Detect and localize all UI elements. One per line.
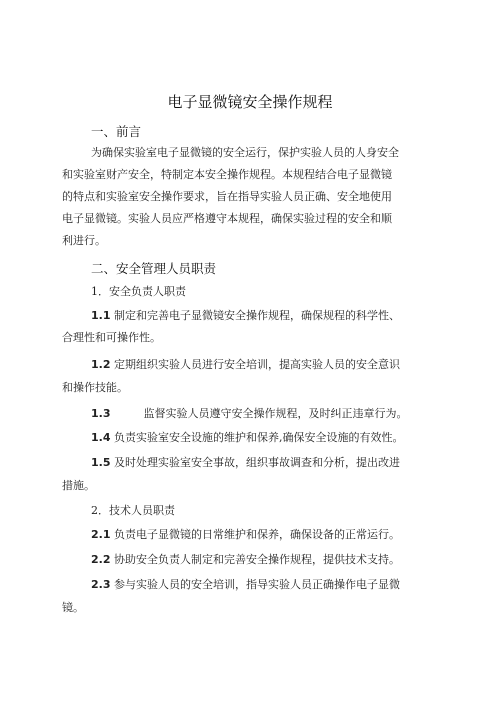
item-number: 1.2 (91, 358, 111, 371)
list-item (91, 430, 404, 446)
paragraph-line: 的特点和实验室安全操作要求，旨在指导实验人员正确、安全地使用 (62, 190, 392, 203)
item-number: 2.1 (91, 528, 111, 541)
paragraph-line: 为确保实验室电子显微镜的安全运行，保护实验人员的人身安全 (91, 146, 399, 159)
item-text: 及时处理实验室安全事故，组织事故调查和分析，提出改进 (114, 456, 400, 469)
item-text: 定期组织实验人员进行安全培训，提高实验人员的安全意识 (114, 358, 400, 371)
list-item (91, 577, 400, 593)
item-text: 监督实验人员遵守安全操作规程，及时纠正违章行为。 (143, 407, 408, 420)
paragraph-line: 电子显微镜。实验人员应严格遵守本规程，确保实验过程的安全和顺 (62, 212, 392, 225)
item-text: 负责实验室安全设施的维护和保养,确保安全设施的有效性。 (114, 431, 404, 444)
item-text: 负责电子显微镜的日常维护和保养，确保设备的正常运行。 (114, 528, 400, 541)
paragraph-line: 合理性和可操作性。 (62, 331, 161, 344)
section-heading-preface: 一、前言 (91, 124, 142, 139)
paragraph-line: 镜。 (62, 601, 84, 614)
list-item (91, 406, 408, 422)
section-heading-duties: 二、安全管理人员职责 (91, 261, 217, 276)
paragraph-line: 和操作技能。 (62, 381, 128, 394)
list-item (91, 308, 400, 324)
item-number: 2.3 (91, 578, 111, 591)
item-text: 参与实验人员的安全培训，指导实验人员正确操作电子显微 (114, 578, 400, 591)
item-text: 制定和完善电子显微镜安全操作规程，确保规程的科学性、 (114, 309, 400, 322)
subheading-safety-officer: 1．安全负责人职责 (91, 285, 186, 298)
item-number: 1.5 (91, 456, 111, 469)
paragraph-line: 措施。 (62, 479, 95, 492)
paragraph-line: 和实验室财产安全，特制定本安全操作规程。本规程结合电子显微镜 (62, 168, 392, 181)
item-number: 1.1 (91, 309, 111, 322)
item-number: 1.4 (91, 431, 111, 444)
item-number: 2.2 (91, 553, 111, 566)
list-item (91, 527, 400, 543)
list-item (91, 552, 400, 568)
document-title: 电子显微镜安全操作规程 (167, 93, 333, 111)
item-text: 协助安全负责人制定和完善安全操作规程，提供技术支持。 (114, 553, 400, 566)
list-item (91, 455, 400, 471)
list-item (91, 357, 400, 373)
item-number: 1.3 (91, 407, 111, 420)
subheading-technicians: 2．技术人员职责 (91, 504, 175, 517)
paragraph-line: 利进行。 (62, 234, 106, 247)
